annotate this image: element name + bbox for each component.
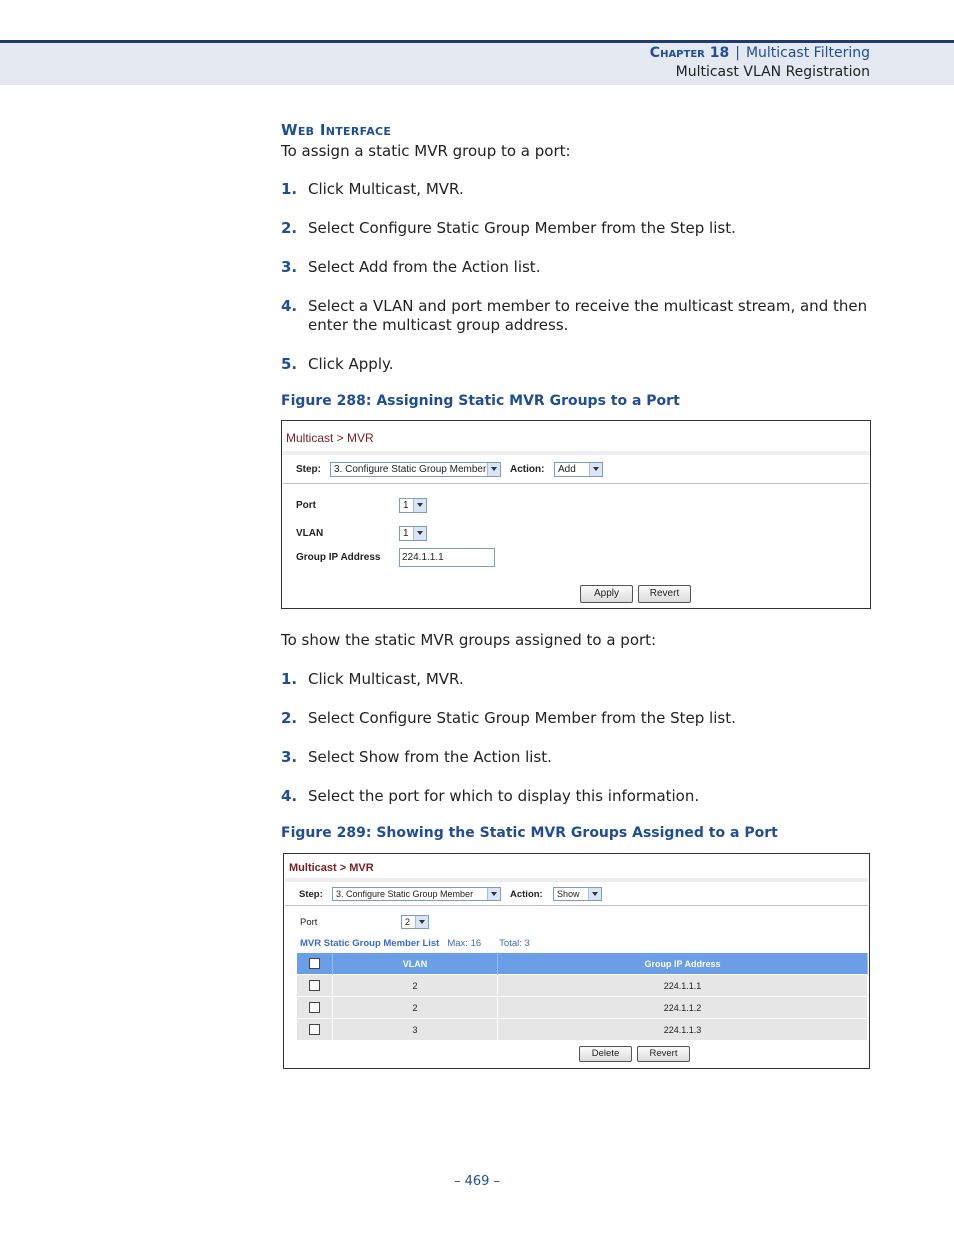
port-label: Port (296, 500, 316, 511)
step-text: Select Configure Static Group Member from the Step list. (308, 709, 736, 727)
step-text: Select Show from the Action list. (308, 748, 552, 766)
chapter-heading (650, 45, 870, 61)
select-all-checkbox[interactable] (309, 958, 320, 969)
step-text: Click Multicast, MVR. (308, 180, 464, 198)
step-text: Click Apply. (308, 355, 394, 373)
step-number: 5. (281, 355, 298, 373)
mvr-member-table (297, 953, 868, 1040)
group-ip-input[interactable]: 224.1.1.1 (399, 548, 495, 567)
step-label: Step: (296, 464, 321, 475)
port-select[interactable] (399, 498, 427, 513)
port-select[interactable] (401, 915, 429, 929)
table-row (297, 1019, 868, 1041)
step-number: 3. (281, 748, 298, 766)
figure-289-panel (283, 853, 870, 1069)
intro-assign: To assign a static MVR group to a port: (281, 142, 571, 160)
chevron-down-icon (487, 888, 500, 900)
action-select[interactable] (553, 887, 602, 901)
column-header-vlan: VLAN (333, 953, 498, 975)
vlan-label: VLAN (296, 528, 324, 539)
page-number: – 469 – (453, 1174, 501, 1189)
step-select-value: 3. Configure Static Group Member (334, 464, 487, 475)
section-title: Multicast VLAN Registration (675, 64, 870, 80)
group-ip-cell: 224.1.1.3 (498, 1019, 868, 1041)
step-text: Select the port for which to display this information. (308, 787, 700, 805)
figure-caption: Figure 289: Showing the Static MVR Groups Assigned to a Port (281, 825, 778, 841)
revert-button[interactable]: Revert (638, 585, 691, 603)
step-select-value: 3. Configure Static Group Member (336, 889, 474, 899)
action-select-value: Add (558, 464, 576, 475)
step-number: 4. (281, 787, 298, 805)
panel-title: Multicast > MVR (289, 862, 374, 874)
header-separator: | (735, 45, 740, 61)
chevron-down-icon (588, 888, 601, 900)
chevron-down-icon (413, 527, 426, 540)
group-ip-cell: 224.1.1.1 (498, 975, 868, 997)
action-select[interactable] (554, 462, 603, 477)
step-select[interactable] (332, 887, 501, 901)
table-row (297, 997, 868, 1019)
step-number: 1. (281, 180, 298, 198)
divider (285, 878, 868, 882)
port-label: Port (300, 917, 318, 928)
vlan-cell: 2 (333, 997, 498, 1019)
row-checkbox[interactable] (309, 1024, 320, 1035)
chapter-label: Chapter 18 (649, 45, 730, 61)
list-max: Max: 16 (447, 938, 482, 949)
port-select-value: 1 (403, 500, 409, 511)
group-ip-cell: 224.1.1.2 (498, 997, 868, 1019)
group-ip-label: Group IP Address (296, 552, 381, 563)
vlan-select[interactable] (399, 526, 427, 541)
vlan-cell: 2 (333, 975, 498, 997)
column-header-group-ip: Group IP Address (498, 953, 868, 975)
chapter-title: Multicast Filtering (745, 45, 870, 61)
divider (283, 483, 869, 484)
chevron-down-icon (415, 916, 428, 928)
figure-caption: Figure 288: Assigning Static MVR Groups to a Port (281, 393, 680, 409)
panel-title: Multicast > MVR (286, 431, 374, 445)
step-number: 2. (281, 219, 298, 237)
chevron-down-icon (413, 499, 426, 512)
revert-button[interactable]: Revert (637, 1046, 690, 1062)
chevron-down-icon (487, 463, 500, 476)
row-select-cell (297, 997, 333, 1019)
step-number: 2. (281, 709, 298, 727)
intro-show: To show the static MVR groups assigned to a port: (281, 631, 657, 649)
figure-288-panel (281, 420, 871, 609)
action-label: Action: (510, 889, 543, 900)
step-text: Click Multicast, MVR. (308, 670, 464, 688)
row-checkbox[interactable] (309, 1002, 320, 1013)
step-number: 3. (281, 258, 298, 276)
table-row (297, 975, 868, 997)
step-text: Select Add from the Action list. (308, 258, 541, 276)
step-label: Step: (299, 889, 323, 900)
section-heading: Web Interface (281, 121, 392, 139)
vlan-select-value: 1 (403, 528, 409, 539)
step-text: Select Configure Static Group Member from the Step list. (308, 219, 736, 237)
step-number: 1. (281, 670, 298, 688)
port-select-value: 2 (405, 917, 411, 927)
chevron-down-icon (589, 463, 602, 476)
vlan-cell: 3 (333, 1019, 498, 1041)
step-text: Select a VLAN and port member to receive the multicast stream, and then enter the multicast group address. (308, 297, 868, 334)
divider (283, 451, 869, 455)
step-select[interactable] (330, 462, 501, 477)
row-select-cell (297, 1019, 333, 1041)
list-title-text: MVR Static Group Member List (300, 938, 440, 949)
delete-button[interactable]: Delete (579, 1046, 632, 1062)
list-title (300, 938, 530, 949)
select-all-cell (297, 953, 333, 975)
divider (285, 905, 868, 906)
table-header-row (297, 953, 868, 975)
list-total: Total: 3 (499, 938, 530, 949)
step-number: 4. (281, 297, 298, 315)
apply-button[interactable]: Apply (580, 585, 633, 603)
row-select-cell (297, 975, 333, 997)
action-select-value: Show (557, 889, 580, 899)
row-checkbox[interactable] (309, 980, 320, 991)
action-label: Action: (510, 464, 545, 475)
